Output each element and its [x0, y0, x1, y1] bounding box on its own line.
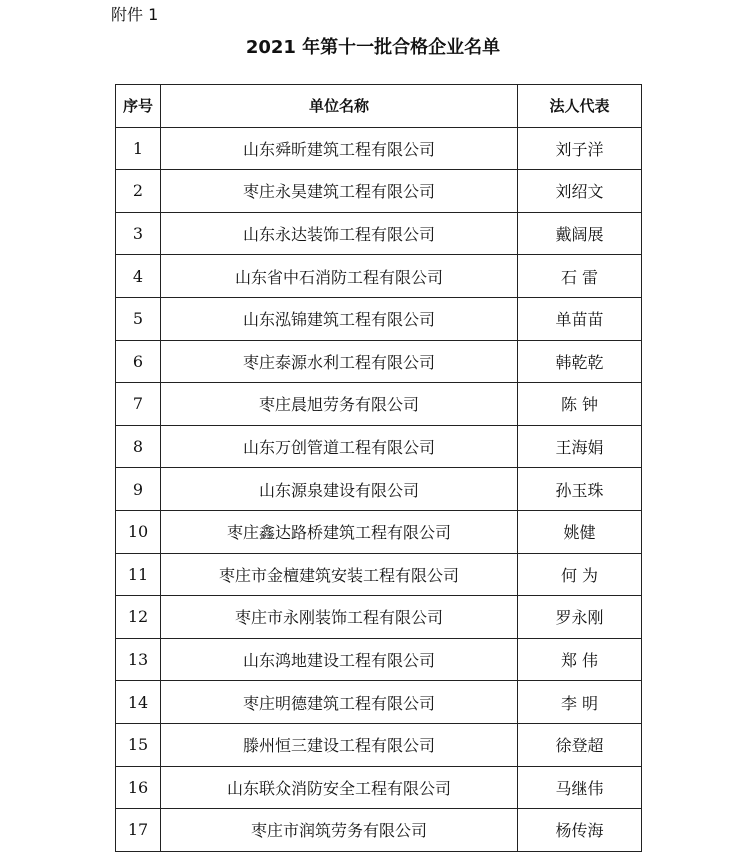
row-index: 16	[116, 766, 161, 809]
company-name: 滕州恒三建设工程有限公司	[161, 723, 518, 766]
attachment-label: 附件 1	[111, 5, 159, 24]
company-name: 山东省中石消防工程有限公司	[161, 255, 518, 298]
row-index: 15	[116, 723, 161, 766]
table-header	[116, 85, 642, 128]
table-row	[116, 297, 642, 340]
company-name: 枣庄永昊建筑工程有限公司	[161, 170, 518, 213]
legal-representative: 陈 钟	[518, 383, 642, 426]
row-index: 3	[116, 212, 161, 255]
legal-representative: 王海娟	[518, 425, 642, 468]
legal-representative: 韩乾乾	[518, 340, 642, 383]
legal-representative: 杨传海	[518, 809, 642, 852]
legal-representative: 戴阔展	[518, 212, 642, 255]
header-company: 单位名称	[161, 85, 518, 128]
legal-representative: 何 为	[518, 553, 642, 596]
legal-representative: 孙玉珠	[518, 468, 642, 511]
table-row	[116, 596, 642, 639]
company-name: 山东鸿地建设工程有限公司	[161, 638, 518, 681]
page-title: 2021 年第十一批合格企业名单	[245, 37, 501, 58]
table-row	[116, 553, 642, 596]
row-index: 1	[116, 127, 161, 170]
header-index: 序号	[116, 85, 161, 128]
table-row	[116, 425, 642, 468]
table-row	[116, 255, 642, 298]
row-index: 12	[116, 596, 161, 639]
header-row	[116, 85, 642, 128]
row-index: 5	[116, 297, 161, 340]
table-row	[116, 212, 642, 255]
row-index: 2	[116, 170, 161, 213]
legal-representative: 姚健	[518, 510, 642, 553]
legal-representative: 徐登超	[518, 723, 642, 766]
company-name: 枣庄市永刚装饰工程有限公司	[161, 596, 518, 639]
row-index: 6	[116, 340, 161, 383]
company-name: 山东源泉建设有限公司	[161, 468, 518, 511]
row-index: 13	[116, 638, 161, 681]
legal-representative: 马继伟	[518, 766, 642, 809]
company-name: 枣庄市金檀建筑安装工程有限公司	[161, 553, 518, 596]
company-name: 山东泓锦建筑工程有限公司	[161, 297, 518, 340]
table-row	[116, 723, 642, 766]
legal-representative: 郑 伟	[518, 638, 642, 681]
table-body	[116, 127, 642, 851]
legal-representative: 李 明	[518, 681, 642, 724]
row-index: 17	[116, 809, 161, 852]
company-name: 枣庄鑫达路桥建筑工程有限公司	[161, 510, 518, 553]
row-index: 7	[116, 383, 161, 426]
row-index: 4	[116, 255, 161, 298]
company-name: 山东万创管道工程有限公司	[161, 425, 518, 468]
row-index: 11	[116, 553, 161, 596]
legal-representative: 石 雷	[518, 255, 642, 298]
legal-representative: 刘子洋	[518, 127, 642, 170]
company-name: 枣庄晨旭劳务有限公司	[161, 383, 518, 426]
company-name: 山东舜昕建筑工程有限公司	[161, 127, 518, 170]
table-row	[116, 766, 642, 809]
table-row	[116, 340, 642, 383]
header-representative: 法人代表	[518, 85, 642, 128]
row-index: 9	[116, 468, 161, 511]
table-row	[116, 468, 642, 511]
row-index: 8	[116, 425, 161, 468]
legal-representative: 单苗苗	[518, 297, 642, 340]
table-row	[116, 170, 642, 213]
legal-representative: 罗永刚	[518, 596, 642, 639]
table-row	[116, 638, 642, 681]
table-row	[116, 383, 642, 426]
company-name: 枣庄市润筑劳务有限公司	[161, 809, 518, 852]
table-row	[116, 127, 642, 170]
company-table	[115, 84, 642, 852]
row-index: 10	[116, 510, 161, 553]
row-index: 14	[116, 681, 161, 724]
table-row	[116, 510, 642, 553]
company-name: 枣庄明德建筑工程有限公司	[161, 681, 518, 724]
company-name: 枣庄泰源水利工程有限公司	[161, 340, 518, 383]
company-name: 山东永达装饰工程有限公司	[161, 212, 518, 255]
company-name: 山东联众消防安全工程有限公司	[161, 766, 518, 809]
table-row	[116, 681, 642, 724]
legal-representative: 刘绍文	[518, 170, 642, 213]
table-row	[116, 809, 642, 852]
